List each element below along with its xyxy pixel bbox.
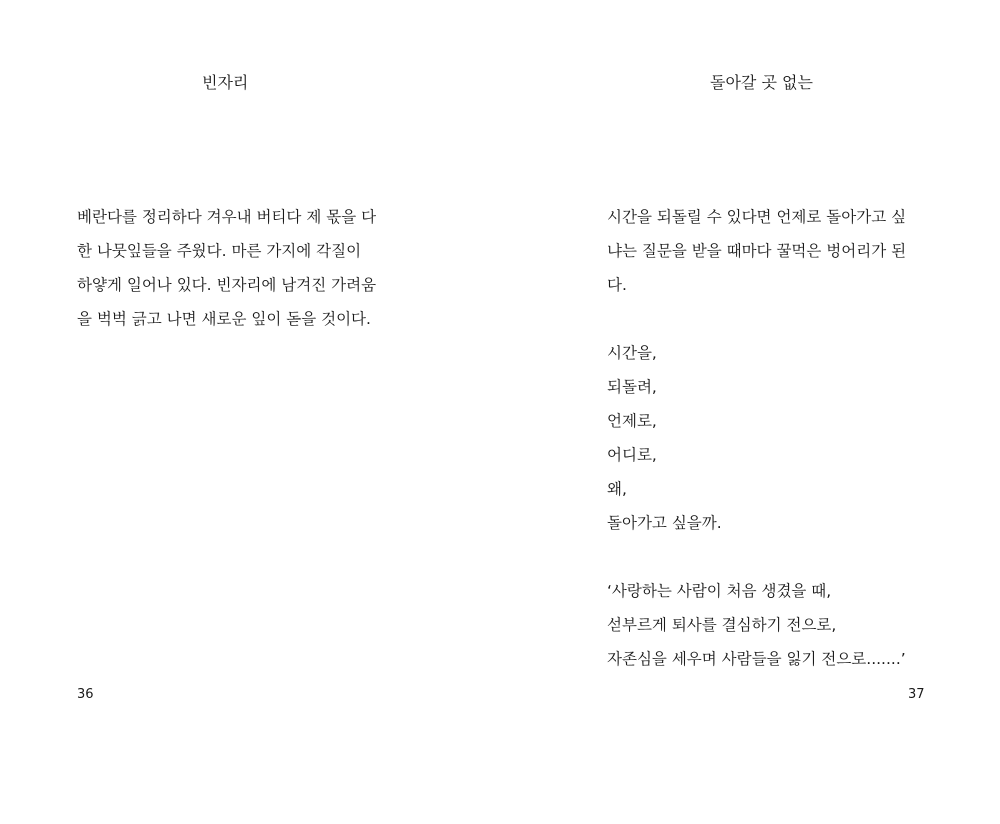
body-line: 을 벅벅 긁고 나면 새로운 잎이 돋을 것이다. (77, 310, 371, 328)
right-page (500, 0, 1000, 824)
left-page-title: 빈자리 (202, 73, 249, 92)
right-page-body (607, 200, 937, 676)
stanza-gap (607, 540, 937, 574)
left-page-body (77, 200, 407, 336)
verse-line: 어디로, (607, 446, 657, 464)
verse-line: 언제로, (607, 412, 657, 430)
body-line: 시간을 되돌릴 수 있다면 언제로 돌아가고 싶 (607, 208, 907, 226)
body-line: 다. (607, 276, 627, 294)
verse-line: 되돌려, (607, 378, 657, 396)
right-page-title: 돌아갈 곳 없는 (710, 73, 813, 92)
left-page-number: 36 (77, 687, 94, 702)
verse-line: 시간을, (607, 344, 657, 362)
verse-line: 돌아가고 싶을까. (607, 514, 722, 532)
body-line: 하얗게 일어나 있다. 빈자리에 남겨진 가려움 (77, 276, 377, 294)
stanza-gap (607, 302, 937, 336)
quote-line: 자존심을 세우며 사람들을 잃기 전으로.......’ (607, 650, 906, 668)
verse-line: 왜, (607, 480, 627, 498)
body-line: 베란다를 정리하다 겨우내 버티다 제 몫을 다 (77, 208, 377, 226)
body-line: 한 나뭇잎들을 주웠다. 마른 가지에 각질이 (77, 242, 362, 260)
quote-line: 섣부르게 퇴사를 결심하기 전으로, (607, 616, 837, 634)
quote-line: ‘사랑하는 사람이 처음 생겼을 때, (607, 582, 832, 600)
body-line: 냐는 질문을 받을 때마다 꿀먹은 벙어리가 된 (607, 242, 907, 260)
right-page-number: 37 (908, 687, 925, 702)
